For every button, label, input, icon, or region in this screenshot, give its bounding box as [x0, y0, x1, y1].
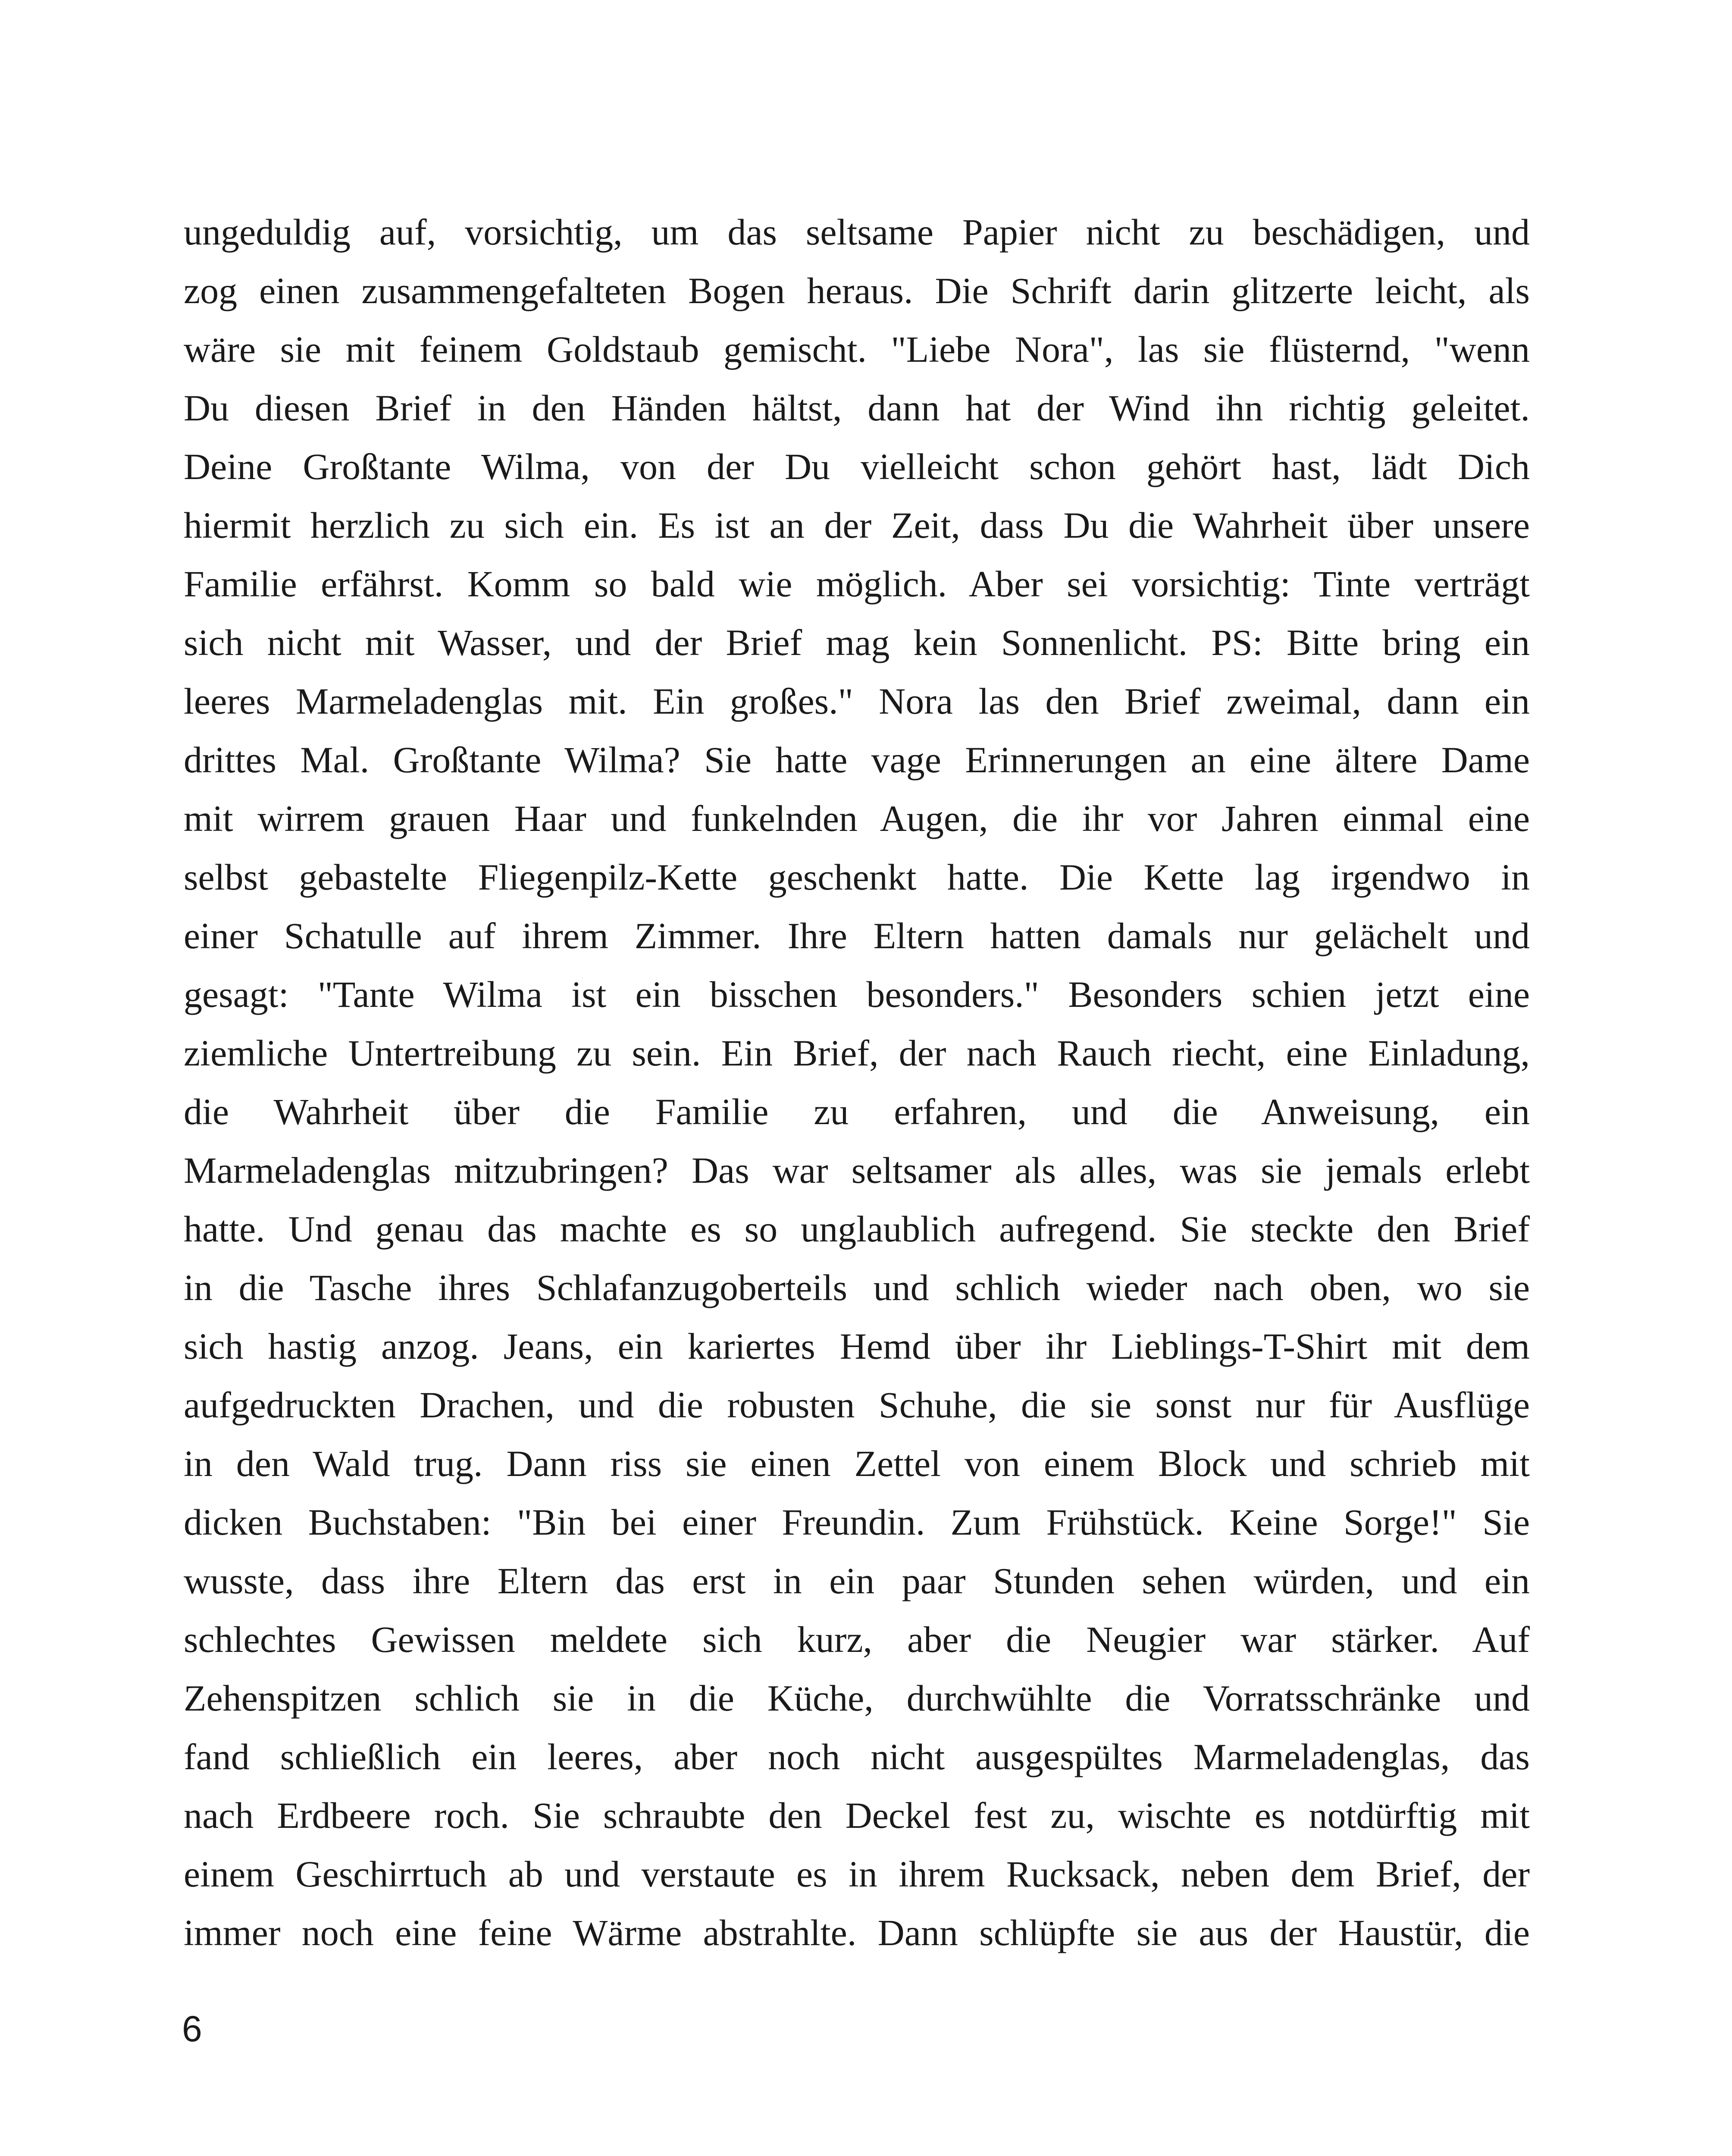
text-line: mit wirrem grauen Haar und funkelnden Augen, die ihr vor Jahren einmal eine — [184, 798, 1530, 839]
body-text — [184, 203, 1530, 1962]
text-line: zog einen zusammengefalteten Bogen heraus. Die Schrift darin glitzerte leicht, als — [184, 270, 1530, 311]
text-line: in die Tasche ihres Schlafanzugoberteils und schlich wieder nach oben, wo sie — [184, 1267, 1530, 1308]
text-line: Du diesen Brief in den Händen hältst, dann hat der Wind ihn richtig geleitet. — [184, 387, 1530, 429]
text-line: fand schließlich ein leeres, aber noch nicht ausgespültes Marmeladenglas, das — [184, 1736, 1530, 1777]
text-line: wäre sie mit feinem Goldstaub gemischt. "Liebe Nora", las sie flüsternd, "wenn — [184, 329, 1530, 370]
text-line: hiermit herzlich zu sich ein. Es ist an der Zeit, dass Du die Wahrheit über unsere — [184, 505, 1530, 546]
text-line: einer Schatulle auf ihrem Zimmer. Ihre Eltern hatten damals nur gelächelt und — [184, 915, 1530, 956]
text-line: sich hastig anzog. Jeans, ein kariertes Hemd über ihr Lieblings-T-Shirt mit dem — [184, 1326, 1530, 1367]
text-line: gesagt: "Tante Wilma ist ein bisschen besonders." Besonders schien jetzt eine — [184, 974, 1530, 1015]
text-line: ungeduldig auf, vorsichtig, um das seltsame Papier nicht zu beschädigen, und — [184, 211, 1530, 253]
text-line: schlechtes Gewissen meldete sich kurz, aber die Neugier war stärker. Auf — [184, 1619, 1530, 1660]
text-line: sich nicht mit Wasser, und der Brief mag kein Sonnenlicht. PS: Bitte bring ein — [184, 622, 1530, 663]
text-line: Deine Großtante Wilma, von der Du vielleicht schon gehört hast, lädt Dich — [184, 446, 1530, 487]
text-line: nach Erdbeere roch. Sie schraubte den Deckel fest zu, wischte es notdürftig mit — [184, 1795, 1530, 1836]
text-line: leeres Marmeladenglas mit. Ein großes." Nora las den Brief zweimal, dann ein — [184, 680, 1530, 722]
text-line: drittes Mal. Großtante Wilma? Sie hatte vage Erinnerungen an eine ältere Dame — [184, 739, 1530, 780]
text-line: wusste, dass ihre Eltern das erst in ein paar Stunden sehen würden, und ein — [184, 1560, 1530, 1601]
text-line: Familie erfährst. Komm so bald wie möglich. Aber sei vorsichtig: Tinte verträgt — [184, 563, 1530, 605]
text-line: hatte. Und genau das machte es so unglaublich aufregend. Sie steckte den Brief — [184, 1208, 1530, 1250]
text-line: Marmeladenglas mitzubringen? Das war seltsamer als alles, was sie jemals erlebt — [184, 1150, 1530, 1191]
text-line: immer noch eine feine Wärme abstrahlte. Dann schlüpfte sie aus der Haustür, die — [184, 1912, 1530, 1953]
text-line: ziemliche Untertreibung zu sein. Ein Brief, der nach Rauch riecht, eine Einladung, — [184, 1032, 1530, 1074]
text-line: die Wahrheit über die Familie zu erfahren, und die Anweisung, ein — [184, 1091, 1530, 1132]
text-line: dicken Buchstaben: "Bin bei einer Freundin. Zum Frühstück. Keine Sorge!" Sie — [184, 1501, 1530, 1543]
text-line: aufgedruckten Drachen, und die robusten Schuhe, die sie sonst nur für Ausflüge — [184, 1384, 1530, 1426]
text-line: selbst gebastelte Fliegenpilz-Kette geschenkt hatte. Die Kette lag irgendwo in — [184, 856, 1530, 898]
text-line: Zehenspitzen schlich sie in die Küche, durchwühlte die Vorratsschränke und — [184, 1677, 1530, 1719]
page-number: 6 — [182, 2009, 202, 2049]
text-line: in den Wald trug. Dann riss sie einen Zettel von einem Block und schrieb mit — [184, 1443, 1530, 1484]
text-line: einem Geschirrtuch ab und verstaute es in ihrem Rucksack, neben dem Brief, der — [184, 1853, 1530, 1895]
